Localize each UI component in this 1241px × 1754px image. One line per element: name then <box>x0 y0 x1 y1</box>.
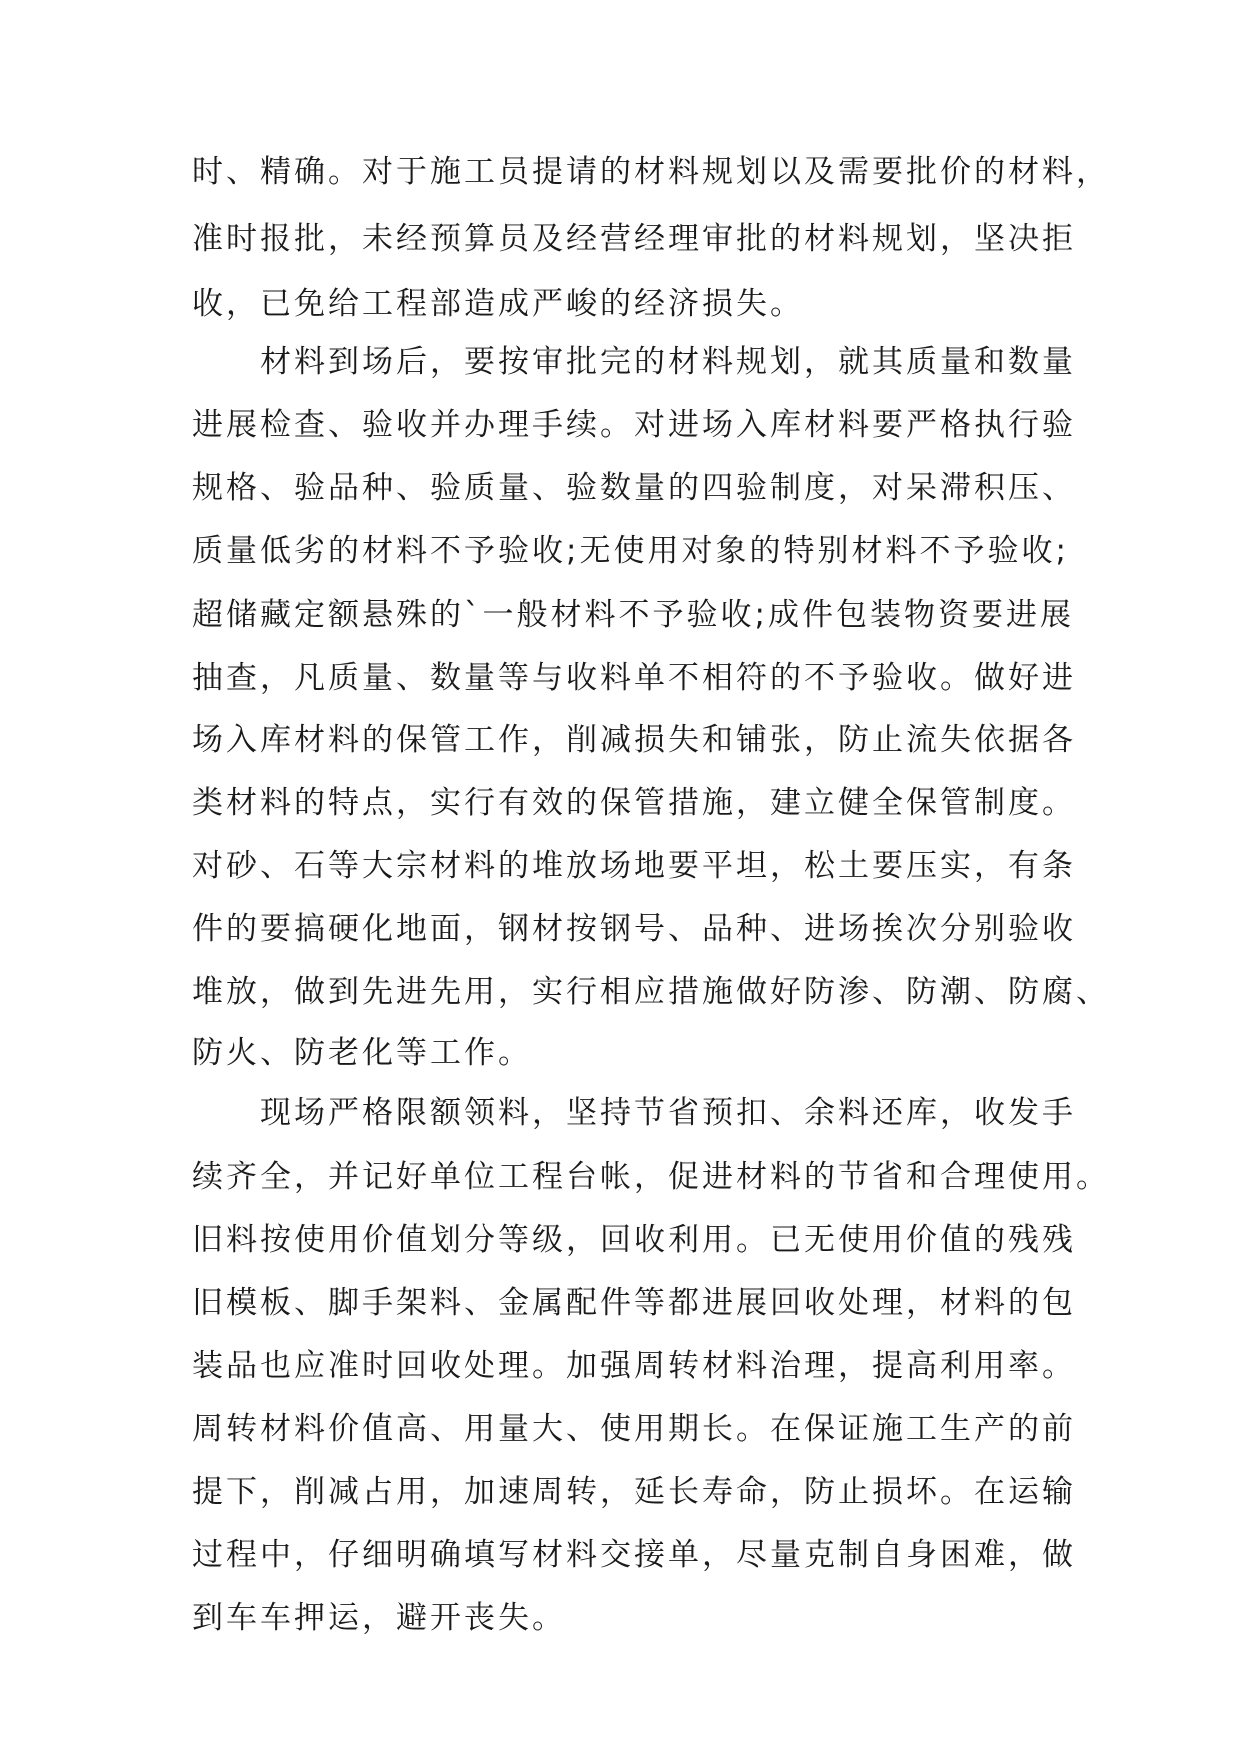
text-line: 收，已免给工程部造成严峻的经济损失。 <box>192 286 804 322</box>
text-line: 对砂、石等大宗材料的堆放场地要平坦，松土要压实，有条 <box>192 848 1076 884</box>
text-line: 提下，削减占用，加速周转，延长寿命，防止损坏。在运输 <box>192 1474 1076 1510</box>
text-line: 周转材料价值高、用量大、使用期长。在保证施工生产的前 <box>192 1411 1076 1447</box>
text-line: 抽查，凡质量、数量等与收料单不相符的不予验收。做好进 <box>192 660 1076 696</box>
text-line: 时、精确。对于施工员提请的材料规划以及需要批价的材料， <box>192 154 1110 190</box>
text-line: 现场严格限额领料，坚持节省预扣、余料还库，收发手 <box>192 1095 1076 1131</box>
text-line: 准时报批，未经预算员及经营经理审批的材料规划，坚决拒 <box>192 221 1076 257</box>
text-line: 件的要搞硬化地面，钢材按钢号、品种、进场挨次分别验收 <box>192 911 1076 947</box>
text-line: 进展检查、验收并办理手续。对进场入库材料要严格执行验 <box>192 407 1076 443</box>
text-line: 超储藏定额悬殊的`一般材料不予验收;成件包装物资要进展 <box>192 597 1074 633</box>
text-line: 防火、防老化等工作。 <box>192 1035 532 1071</box>
text-line: 续齐全，并记好单位工程台帐，促进材料的节省和合理使用。 <box>192 1159 1110 1195</box>
text-line: 类材料的特点，实行有效的保管措施，建立健全保管制度。 <box>192 785 1076 821</box>
text-line: 装品也应准时回收处理。加强周转材料治理，提高利用率。 <box>192 1348 1076 1384</box>
text-line: 质量低劣的材料不予验收;无使用对象的特别材料不予验收; <box>192 533 1069 569</box>
text-line: 到车车押运，避开丧失。 <box>192 1600 566 1636</box>
text-line: 旧模板、脚手架料、金属配件等都进展回收处理，材料的包 <box>192 1285 1076 1321</box>
text-line: 规格、验品种、验质量、验数量的四验制度，对呆滞积压、 <box>192 470 1076 506</box>
text-line: 过程中，仔细明确填写材料交接单，尽量克制自身困难，做 <box>192 1537 1076 1573</box>
text-line: 旧料按使用价值划分等级，回收利用。已无使用价值的残残 <box>192 1222 1076 1258</box>
text-line: 场入库材料的保管工作，削减损失和铺张，防止流失依据各 <box>192 722 1076 758</box>
text-line: 堆放，做到先进先用，实行相应措施做好防渗、防潮、防腐、 <box>192 974 1110 1010</box>
text-line: 材料到场后，要按审批完的材料规划，就其质量和数量 <box>192 344 1076 380</box>
